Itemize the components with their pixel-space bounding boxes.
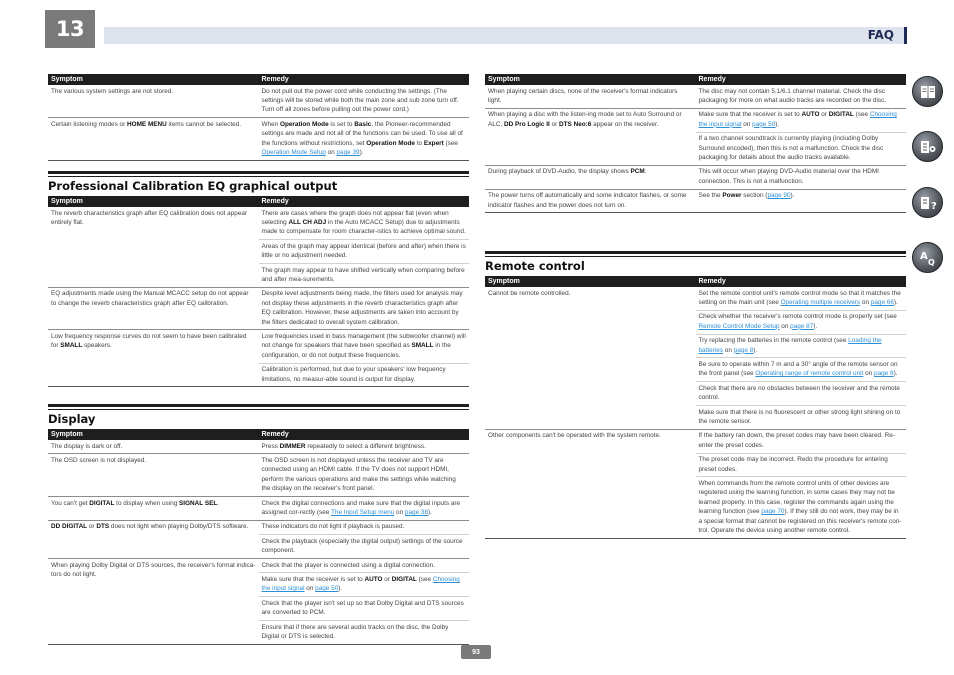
- display-section: [48, 404, 469, 645]
- link[interactable]: Remote Control Mode Setup: [698, 322, 780, 330]
- section-label: FAQ: [867, 28, 894, 42]
- remedy-header: Remedy: [259, 429, 470, 440]
- general-table: [48, 74, 469, 161]
- table-cell: Be sure to operate within 7 m and a 30° angle of the remote sensor on the front panel (see Operating range of remote control unit on page 8).: [696, 358, 907, 382]
- symptom-header: Symptom: [485, 276, 696, 287]
- table-cell: Calibration is performed, but due to your speakers' low frequency limitations, no measur-able sound is output for display.: [259, 363, 470, 387]
- link[interactable]: The Input Setup menu: [331, 509, 395, 516]
- table-cell: Check that the player isn't set up so that Dolby Digital and DTS sources are converted to PCM.: [259, 597, 470, 621]
- link[interactable]: page 87: [790, 322, 814, 330]
- link[interactable]: Choosing the input signal: [698, 111, 897, 128]
- table-cell: When playing certain discs, none of the receiver's format indicators light.: [485, 85, 696, 108]
- link[interactable]: page 66: [870, 299, 894, 306]
- link[interactable]: page 70: [761, 508, 785, 516]
- table-cell: Press DIMMER repeatedly to select a different brightness.: [259, 440, 470, 454]
- table-cell: Certain listening modes or HOME MENU items cannot be selected.: [48, 118, 259, 161]
- table-cell: These indicators do not light if playback is paused.: [259, 520, 470, 534]
- table-cell: Make sure that there is no fluorescent or other strong light shining on to the remote sensor.: [696, 405, 907, 429]
- link[interactable]: page 38: [404, 509, 429, 516]
- section-title: Professional Calibration EQ graphical output: [48, 179, 338, 193]
- symptom-header: Symptom: [48, 74, 259, 85]
- table-cell: When Operation Mode is set to Basic, the Pioneer-recommended settings are made and not all of the functions can be used. To use all of the functions without restrictions, set Operation Mode to Expert (see Operation Mode Setup on page 39).: [259, 118, 470, 161]
- link[interactable]: page 90: [767, 192, 791, 200]
- link[interactable]: page 8: [874, 370, 894, 378]
- table-cell: Cannot be remote controlled.: [485, 287, 696, 429]
- remote-section: [485, 251, 906, 539]
- table-cell: Despite level adjustments being made, the filters used for analysis may not display these adjustments in the reverb characteristics graph after EQ calibration. However, these adjustments are taken into account by the filters dedicated to overall system calibration.: [259, 287, 470, 330]
- qa-icon[interactable]: [912, 242, 943, 273]
- table-cell: When playing a disc with the listen-ing mode set to Auto Surround or ALC, DD Pro Logic II or DTS Neo:6 appear on the receiver.: [485, 108, 696, 165]
- table-cell: DD DIGITAL or DTS does not light when playing Dolby/DTS software.: [48, 520, 259, 558]
- remedy-header: Remedy: [259, 196, 470, 207]
- table-cell: The reverb characteristics graph after EQ calibration does not appear entirely flat.: [48, 207, 259, 287]
- remedy-header: Remedy: [696, 276, 907, 287]
- faq-icon[interactable]: [912, 187, 943, 218]
- table-cell: Set the remote control unit's remote control mode so that it matches the setting on the main unit (see Operating multiple receivers on page 66).: [696, 287, 907, 310]
- link[interactable]: Operation Mode Setup: [261, 149, 326, 157]
- table-cell: Low frequencies used in bass management (the subwoofer channel) will not change for speakers that have been specified as SMALL in the configuration, or do not output these frequencies.: [259, 330, 470, 363]
- link[interactable]: page 50: [315, 585, 339, 593]
- table-cell: Low frequency response curves do not seem to have been calibrated for SMALL speakers.: [48, 330, 259, 387]
- symptom-header: Symptom: [48, 196, 259, 207]
- table-cell: If the battery ran down, the preset codes may have been cleared. Re-enter the preset codes.: [696, 429, 907, 453]
- table-cell: The disc may not contain 5.1/6.1 channel material. Check the disc packaging for more on what audio tracks are recorded on the disc.: [696, 85, 907, 108]
- remedy-header: Remedy: [259, 74, 470, 85]
- table-cell: Check that the player is connected using a digital connection.: [259, 558, 470, 572]
- svg-text:Q: Q: [927, 257, 935, 267]
- symptom-header: Symptom: [48, 429, 259, 440]
- table-cell: The graph may appear to have shifted vertically when comparing before and after mea-surements.: [259, 264, 470, 288]
- table-cell: Check the playback (especially the digital output) settings of the source component.: [259, 535, 470, 559]
- calibration-section: [48, 171, 469, 387]
- table-cell: Check the digital connections and make sure that the digital inputs are assigned cor-rectly (see The Input Setup menu on page 38).: [259, 497, 470, 521]
- table-cell: The various system settings are not stored.: [48, 85, 259, 118]
- chapter-number: 13: [45, 10, 95, 48]
- link[interactable]: page 50: [752, 120, 776, 128]
- link[interactable]: Operating range of remote control unit: [755, 370, 864, 378]
- link[interactable]: Loading the batteries: [698, 337, 882, 354]
- table-cell: The OSD screen is not displayed unless the receiver and TV are connected using an HDMI cable. If the TV does not support HDMI, perform the various operations and make the settings while watching the display on the receiver's front panel.: [259, 454, 470, 497]
- table-cell: Make sure that the receiver is set to AUTO or DIGITAL (see Choosing the input signal on page 50).: [696, 108, 907, 132]
- table-cell: During playback of DVD-Audio, the display shows PCM.: [485, 165, 696, 189]
- link[interactable]: Choosing the input signal: [261, 575, 460, 593]
- section-title: Remote control: [485, 259, 585, 273]
- table-cell: There are cases where the graph does not appear flat (even when selecting ALL CH ADJ in the Auto MCACC Setup) due to adjustments made to compensate for room character-istics to achieve optimal sound.: [259, 207, 470, 240]
- table-cell: When commands from the remote control units of other devices are registered using the learning function, in some cases they may not be learned properly. In this case, register the commands again using the learning function (see page 70). If they still do not work, they may be in a special format that cannot be registered on this receiver's remote con-trol. Operate the device using another remote control.: [696, 477, 907, 538]
- table-cell: Try replacing the batteries in the remote control (see Loading the batteries on page 8).: [696, 334, 907, 358]
- link[interactable]: page 8: [733, 346, 754, 354]
- svg-text:?: ?: [930, 200, 937, 212]
- settings-icon[interactable]: [912, 131, 943, 162]
- table-cell: The preset code may be incorrect. Redo the procedure for entering preset codes.: [696, 453, 907, 477]
- table-cell: Check that there are no obstacles between the receiver and the remote control.: [696, 382, 907, 406]
- table-cell: This will occur when playing DVD-Audio material over the HDMI connection. This is not a malfunction.: [696, 165, 907, 189]
- symptom-header: Symptom: [485, 74, 696, 85]
- page-number: 93: [461, 645, 491, 659]
- table-cell: EQ adjustments made using the Manual MCACC setup do not appear to change the reverb characteristics graph after EQ calibration.: [48, 287, 259, 330]
- table-cell: Other components can't be operated with the system remote.: [485, 429, 696, 538]
- table-cell: Make sure that the receiver is set to AUTO or DIGITAL (see Choosing the input signal on page 50).: [259, 573, 470, 597]
- link[interactable]: page 39: [336, 149, 360, 157]
- table-cell: Check whether the receiver's remote control mode is properly set (see Remote Control Mode Setup on page 87).: [696, 310, 907, 334]
- table-cell: Areas of the graph may appear identical (before and after) when there is little or no adjustment needed.: [259, 240, 470, 264]
- link[interactable]: Operating multiple receivers: [780, 299, 861, 306]
- header-bar: [104, 27, 907, 44]
- table-cell: When playing Dolby Digital or DTS sources, the receiver's format indica-tors do not light.: [48, 558, 259, 644]
- table-cell: Do not pull out the power cord while conducting the settings. (The settings will be stored while both the main zone and sub zone turn off. Turn off all zones before pulling out the power cord.): [259, 85, 470, 118]
- signal-table: [485, 74, 906, 213]
- table-cell: You can't get DIGITAL to display when using SIGNAL SEL.: [48, 497, 259, 521]
- book-icon[interactable]: [912, 76, 943, 107]
- table-cell: The display is dark or off.: [48, 440, 259, 454]
- table-cell: The OSD screen is not displayed.: [48, 454, 259, 497]
- section-title: Display: [48, 412, 96, 426]
- svg-text:A: A: [919, 250, 928, 262]
- table-cell: The power turns off automatically and some indicator flashes, or some indicator flashes and the power does not turn on.: [485, 189, 696, 213]
- table-cell: See the Power section (page 90).: [696, 189, 907, 213]
- remedy-header: Remedy: [696, 74, 907, 85]
- table-cell: If a two channel soundtrack is currently playing (including Dolby Surround encoded), then this is not a malfunction. Check the disc packaging for details about the audio tracks available.: [696, 132, 907, 165]
- table-cell: Ensure that if there are several audio tracks on the disc, the Dolby Digital or DTS is selected.: [259, 620, 470, 644]
